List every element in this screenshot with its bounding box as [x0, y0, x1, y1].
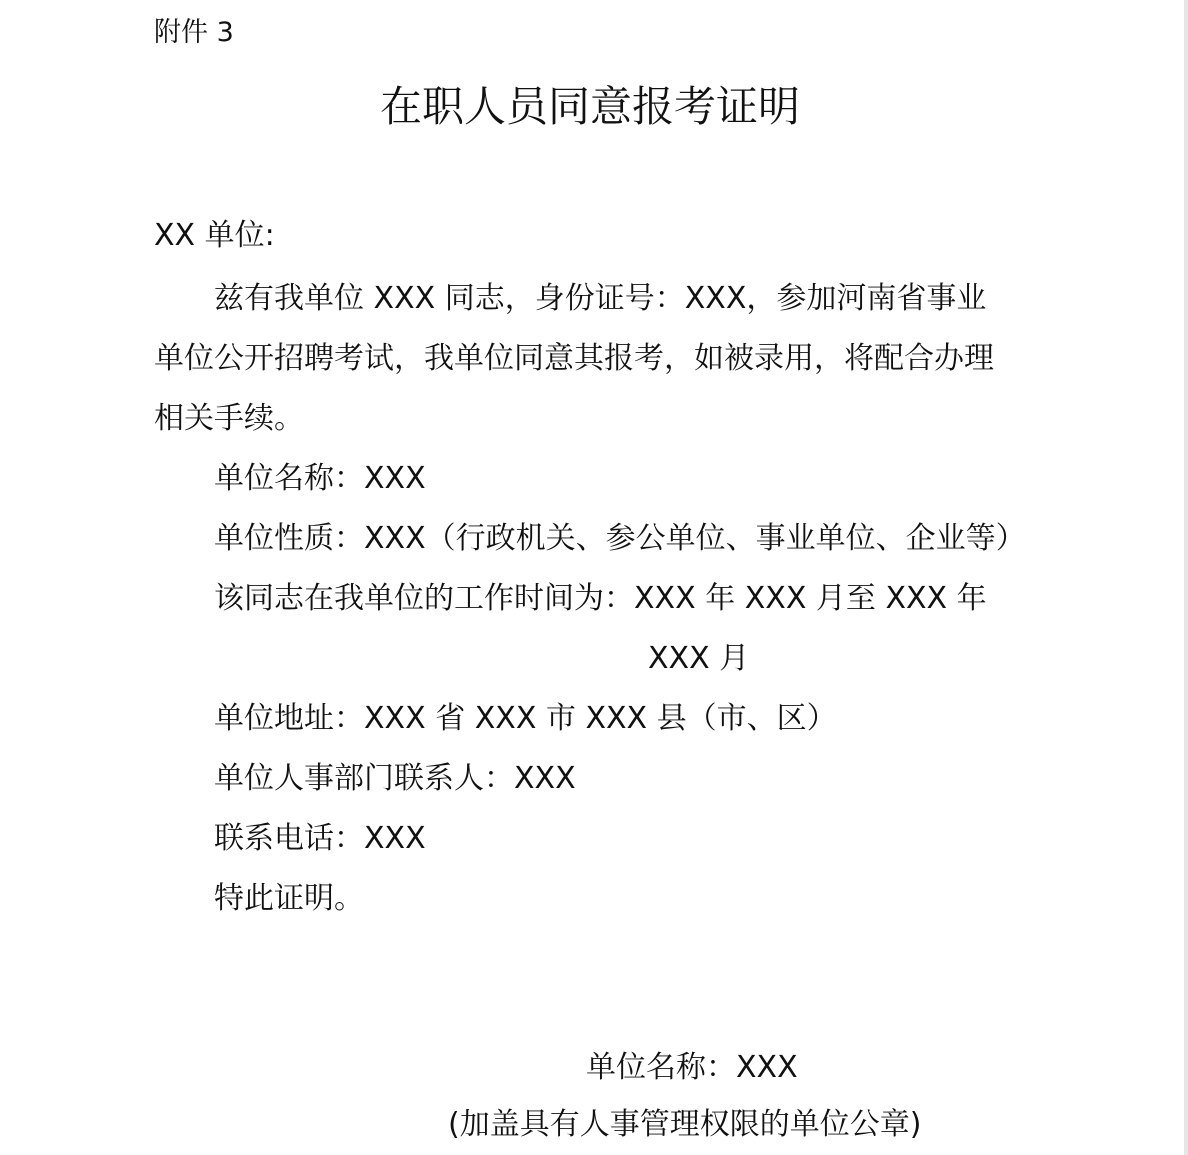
- signature-unit-name: 单位名称：XXX: [586, 1050, 798, 1085]
- field-unit-address: 单位地址：XXX 省 XXX 市 XXX 县（市、区）: [214, 701, 837, 736]
- body-line-3: 相关手续。: [154, 401, 304, 436]
- field-unit-name: 单位名称：XXX: [214, 461, 426, 496]
- field-phone: 联系电话：XXX: [214, 821, 426, 856]
- document-title: 在职人员同意报考证明: [379, 82, 800, 131]
- field-work-period-continued: XXX 月: [648, 641, 750, 676]
- attachment-label: 附件 3: [154, 17, 234, 48]
- body-line-1: 兹有我单位 XXX 同志，身份证号：XXX，参加河南省事业: [214, 281, 987, 316]
- page-edge-divider: [1184, 0, 1188, 1155]
- seal-note: (加盖具有人事管理权限的单位公章): [448, 1107, 922, 1142]
- salutation: XX 单位:: [154, 218, 275, 253]
- body-line-2: 单位公开招聘考试，我单位同意其报考，如被录用，将配合办理: [154, 341, 994, 376]
- closing-statement: 特此证明。: [214, 881, 364, 916]
- field-work-period: 该同志在我单位的工作时间为：XXX 年 XXX 月至 XXX 年: [214, 581, 987, 616]
- field-hr-contact: 单位人事部门联系人：XXX: [214, 761, 576, 796]
- field-unit-nature: 单位性质：XXX（行政机关、参公单位、事业单位、企业等）: [214, 521, 1026, 556]
